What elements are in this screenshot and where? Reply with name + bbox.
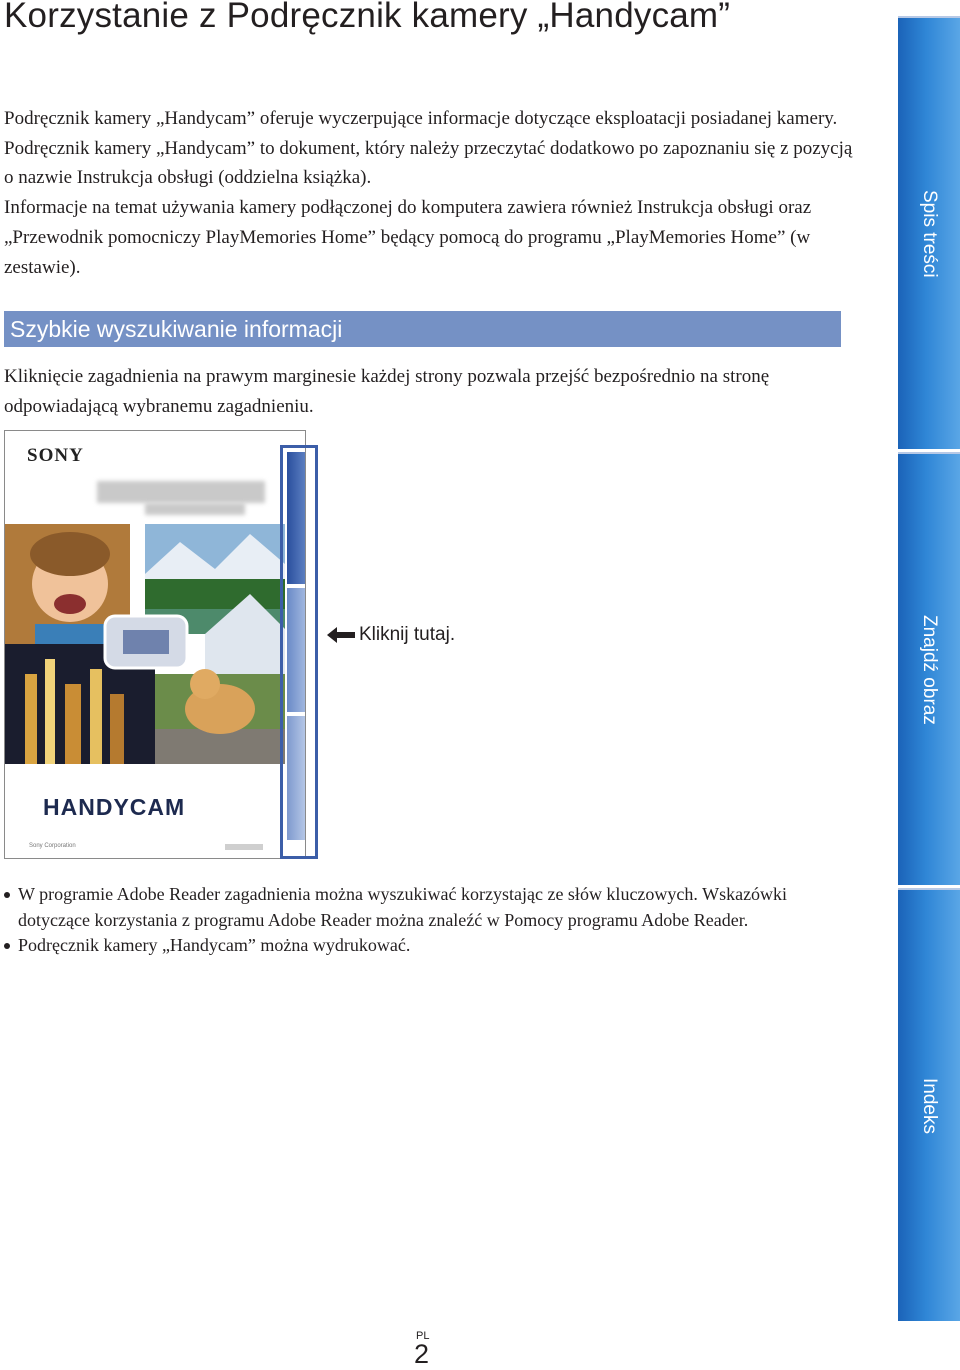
section-text: Kliknięcie zagadnienia na prawym marginesie każdej strony pozwala przejść bezpośrednio na stronę odpowiadającą wybranemu zagadnieniu. (4, 366, 770, 417)
tab-indeks[interactable] (898, 888, 960, 1321)
callout-label: Kliknij tutaj. (359, 624, 456, 645)
page-title: Korzystanie z Podręcznik kamery „Handycam” (4, 0, 731, 35)
blurred-subtitle (145, 503, 245, 515)
blurred-code (225, 844, 263, 850)
page-number: 2 (414, 1339, 430, 1369)
click-here-callout (327, 624, 455, 646)
tab-label: Indeks (919, 1077, 940, 1134)
section-heading: Szybkie wyszukiwanie informacji (4, 311, 841, 347)
cover-tab (287, 716, 305, 840)
list-item: W programie Adobe Reader zagadnienia można wyszukiwać korzystając ze słów kluczowych. Wskazówki dotyczące korzystania z programu Adobe Reader można znaleźć w Pomocy programu Adobe Reader. (4, 882, 849, 933)
arrow-left-icon (327, 626, 355, 644)
cover-copyright: Sony Corporation (29, 843, 76, 849)
cover-collage (5, 524, 306, 764)
intro-paragraph: Podręcznik kamery „Handycam” oferuje wyczerpujące informacje dotyczące eksploatacji posiadanej kamery. Podręcznik kamery „Handycam” to dokument, który należy przeczytać dodatkowo po zapoznaniu się z pozycją o nazwie Instrukcja obsługi (oddzielna książka). (4, 108, 853, 189)
cover-tab (287, 452, 305, 584)
tab-spis-tresci[interactable] (898, 16, 960, 449)
tab-znajdz-obraz[interactable] (898, 452, 960, 885)
tips-list (4, 882, 849, 959)
manual-cover-image (4, 430, 306, 859)
cover-tab (287, 588, 305, 712)
cover-side-tabs-highlight (280, 445, 318, 859)
tab-label: Znajdź obraz (919, 614, 940, 725)
blurred-title (97, 481, 265, 503)
page-language: PL (416, 1330, 430, 1342)
intro-text (4, 104, 854, 282)
tab-label: Spis treści (919, 189, 940, 278)
handycam-logo: HANDYCAM (43, 794, 186, 820)
list-item: Podręcznik kamery „Handycam” można wydrukować. (4, 933, 849, 959)
intro-paragraph: Informacje na temat używania kamery podłączonej do komputera zawiera również Instrukcja obsługi oraz „Przewodnik pomocniczy PlayMemories Home” będący pomocą do programu „PlayMemories Home” (w zestawie). (4, 197, 812, 278)
sony-logo: SONY (27, 445, 84, 466)
